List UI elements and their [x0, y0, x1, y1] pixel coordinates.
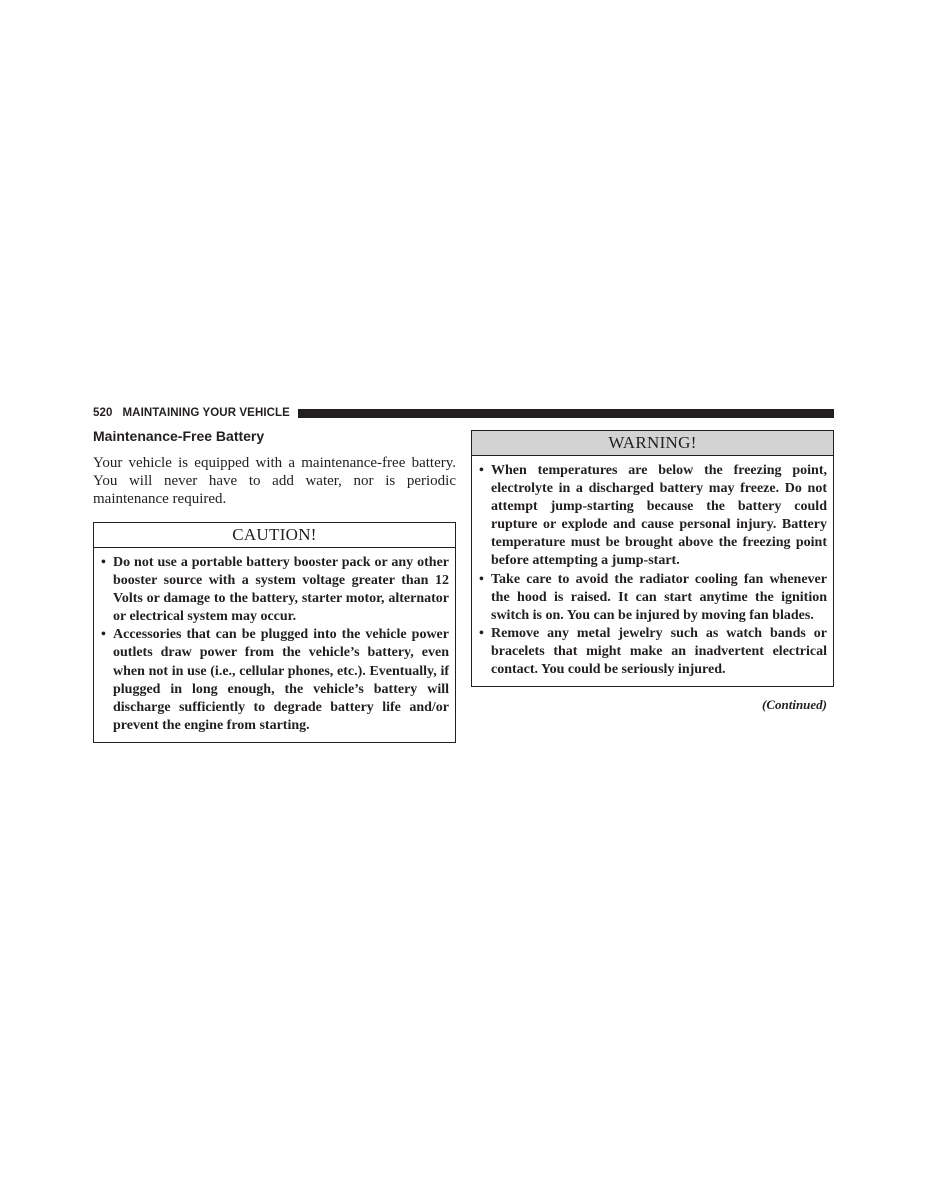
- caution-item-text: Do not use a portable battery booster pack or any other booster source with a system voltage greater than 12 Volts or damage to the battery, starter motor, alternator or electrical system may occur.: [113, 555, 449, 625]
- battery-intro: Your vehicle is equipped with a maintenance-free battery. You will never have to add water, nor is periodic maintenance required.: [93, 455, 456, 507]
- bullet-icon: •: [479, 463, 484, 478]
- bullet-icon: •: [101, 555, 106, 570]
- warning-item-text: When temperatures are below the freezing point, electrolyte in a discharged battery may freeze. Do not attempt jump-starting because the battery could rupture or explode and cause personal injury. Battery temperature must be brought above the freezing point before attempting a jump-start.: [491, 463, 827, 569]
- list-item: [100, 554, 449, 626]
- section-title: MAINTAINING YOUR VEHICLE: [122, 407, 290, 419]
- list-item: [478, 625, 827, 679]
- warning-box: [471, 430, 834, 687]
- caution-list: [94, 548, 455, 742]
- list-item: [100, 626, 449, 735]
- list-item: [478, 571, 827, 625]
- caution-title: CAUTION!: [94, 523, 455, 548]
- continued-label: (Continued): [761, 697, 827, 713]
- list-item: [478, 462, 827, 571]
- page-number: 520: [93, 407, 113, 419]
- caution-box: [93, 522, 456, 743]
- warning-item-text: Remove any metal jewelry such as watch bands or bracelets that might make an inadvertent electrical contact. You could be seriously injured.: [491, 625, 827, 678]
- bullet-icon: •: [479, 625, 484, 641]
- header-rule: [298, 409, 834, 418]
- warning-title: WARNING!: [472, 431, 833, 456]
- warning-item-text: Take care to avoid the radiator cooling fan whenever the hood is raised. It can start anytime the ignition switch is on. You can be injured by moving fan blades.: [491, 571, 827, 623]
- left-column: [93, 426, 456, 743]
- page-header: [93, 405, 834, 421]
- warning-list: [472, 456, 833, 686]
- bullet-icon: •: [101, 627, 106, 643]
- bullet-icon: •: [479, 571, 484, 587]
- caution-item-text: Accessories that can be plugged into the vehicle power outlets draw power from the vehicle’s battery, even when not in use (i.e., cellular phones, etc.). Eventually, if plugged in long enough, the vehicle’s battery will discharge sufficiently to degrade battery life and/or prevent the engine from starting.: [113, 627, 449, 733]
- right-column: [471, 430, 834, 713]
- battery-heading: Maintenance-Free Battery: [93, 428, 265, 444]
